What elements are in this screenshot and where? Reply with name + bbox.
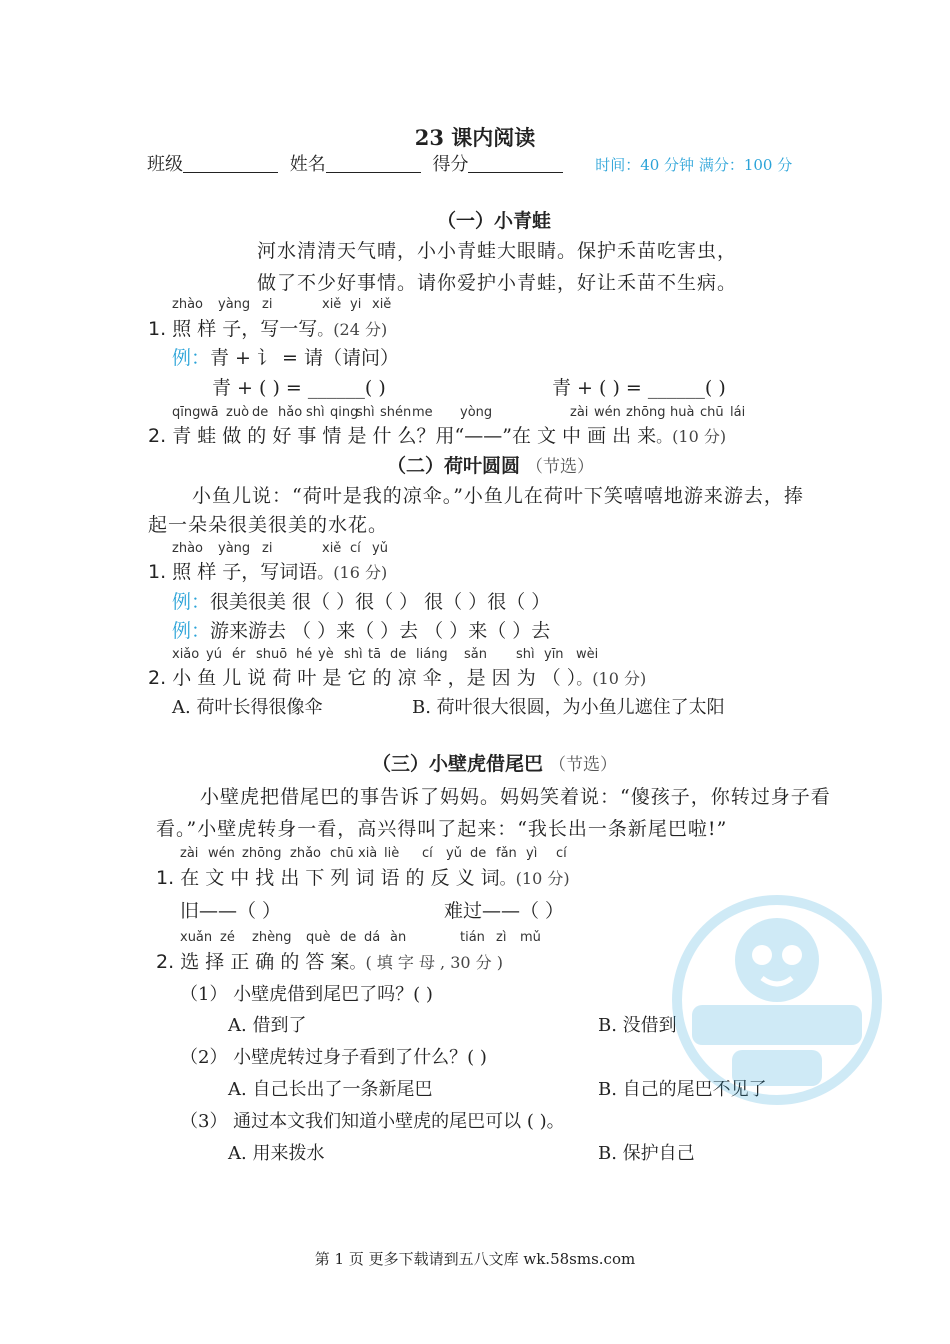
s3-sub-question-2: （2） 小壁虎转过身子看到了什么？( ) <box>180 1047 487 1068</box>
s3-q1-pinyin: zài wén zhōng zhǎo chū xià liè cí yǔ de fǎn yì cí <box>180 846 567 861</box>
s3-question-2: 2. 选 择 正 确 的 答 案。( 填 字 母 , 30 分 ) <box>156 951 503 973</box>
s3-sub3-option-a[interactable]: A. 用来拨水 <box>228 1143 325 1164</box>
section-1-title: （一）小青蛙 <box>437 210 552 232</box>
s3-paragraph-line-1: 小壁虎把借尾巴的事告诉了妈妈。妈妈笑着说：“傻孩子，你转过身子看 <box>200 786 831 808</box>
s3-sub1-option-b[interactable]: B. 没借到 <box>598 1015 677 1036</box>
s3-antonym-a[interactable]: 旧——（ ） <box>180 900 282 922</box>
s3-sub2-option-b[interactable]: B. 自己的尾巴不见了 <box>598 1079 767 1100</box>
s2-option-b[interactable]: B. 荷叶很大很圆，为小鱼儿遮住了太阳 <box>412 697 725 718</box>
s3-paragraph-line-2: 看。”小壁虎转身一看，高兴得叫了起来：“我长出一条新尾巴啦!” <box>156 818 728 840</box>
s2-option-a[interactable]: A. 荷叶长得很像伞 <box>172 697 323 718</box>
score-label: 得分 <box>432 154 469 175</box>
s1-question-2: 2. 青 蛙 做 的 好 事 情 是 什 么？用“——”在 文 中 画 出 来。(10 分) <box>148 425 727 447</box>
class-blank[interactable] <box>183 154 278 173</box>
s3-sub-question-3: （3） 通过本文我们知道小壁虎的尾巴可以 ( )。 <box>180 1111 565 1132</box>
s1-poem-line-1: 河水清清天气晴，小小青蛙大眼睛。保护禾苗吃害虫， <box>257 240 738 262</box>
section-2-title: （二）荷叶圆圆 （节选） <box>387 455 595 477</box>
name-label: 姓名 <box>289 154 326 175</box>
name-blank[interactable] <box>326 154 421 173</box>
s3-sub1-option-a[interactable]: A. 借到了 <box>228 1015 307 1036</box>
page-title: 23 课内阅读 <box>414 125 536 150</box>
s1-q2-pinyin: qīngwā zuò de hǎo shì qingshì shénme yòng zài wén zhōng huà chū lái <box>172 405 746 420</box>
s2-q1-pinyin: zhào yàng zi xiě cí yǔ <box>172 541 388 556</box>
s1-poem-line-2: 做了不少好事情。请你爱护小青蛙，好让禾苗不生病。 <box>257 272 738 294</box>
class-label: 班级 <box>147 154 183 175</box>
page-footer: 第 1 页 更多下载请到五八文库 wk.58sms.com <box>314 1250 636 1268</box>
score-blank[interactable] <box>468 154 563 173</box>
s2-example-1[interactable]: 例：很美很美 很（ ）很（ ） 很（ ）很（ ） <box>172 591 551 613</box>
s1-example: 例：青 + 讠 = 请（请问） <box>172 347 400 369</box>
s3-q2-pinyin: xuǎn zé zhèng què de dá àn tián zì mǔ <box>180 930 541 945</box>
s3-sub-question-1: （1） 小壁虎借到尾巴了吗？( ) <box>180 984 433 1005</box>
s2-example-2[interactable]: 例：游来游去 （ ）来（ ）去 （ ）来（ ）去 <box>172 620 551 642</box>
s2-question-2: 2. 小 鱼 儿 说 荷 叶 是 它 的 凉 伞 ，是 因 为 （ ）。(10 分) <box>148 667 647 689</box>
s2-question-1: 1. 照 样 子，写词语。(16 分) <box>148 561 388 583</box>
student-info-line <box>147 150 792 176</box>
watermark-logo-icon <box>662 880 892 1110</box>
s2-paragraph-line-1: 小鱼儿说：“荷叶是我的凉伞。”小鱼儿在荷叶下笑嘻嘻地游来游去，捧 <box>192 485 804 507</box>
s3-sub2-option-a[interactable]: A. 自己长出了一条新尾巴 <box>228 1079 433 1100</box>
s2-paragraph-line-2: 起一朵朵很美很美的水花。 <box>148 514 389 536</box>
s1-q1-pinyin: zhào yàng zi xiě yi xiě <box>172 297 392 312</box>
s1-question-1: 1. 照 样 子，写一写。(24 分) <box>148 318 388 340</box>
s3-antonym-b[interactable]: 难过——（ ） <box>444 900 565 922</box>
s2-q2-pinyin: xiǎo yú ér shuō hé yè shì tā de liáng sǎn shì yīn wèi <box>172 647 599 662</box>
time-info: 时间：40 分钟 满分：100 分 <box>595 156 793 174</box>
s3-sub3-option-b[interactable]: B. 保护自己 <box>598 1143 695 1164</box>
section-3-title: （三）小壁虎借尾巴 （节选） <box>372 753 618 775</box>
s1-blank-a[interactable]: 青 + ( ) = ______( ) <box>212 377 386 399</box>
s1-blank-b[interactable]: 青 + ( ) = ______( ) <box>552 377 726 399</box>
s3-question-1: 1. 在 文 中 找 出 下 列 词 语 的 反 义 词。(10 分) <box>156 867 570 889</box>
